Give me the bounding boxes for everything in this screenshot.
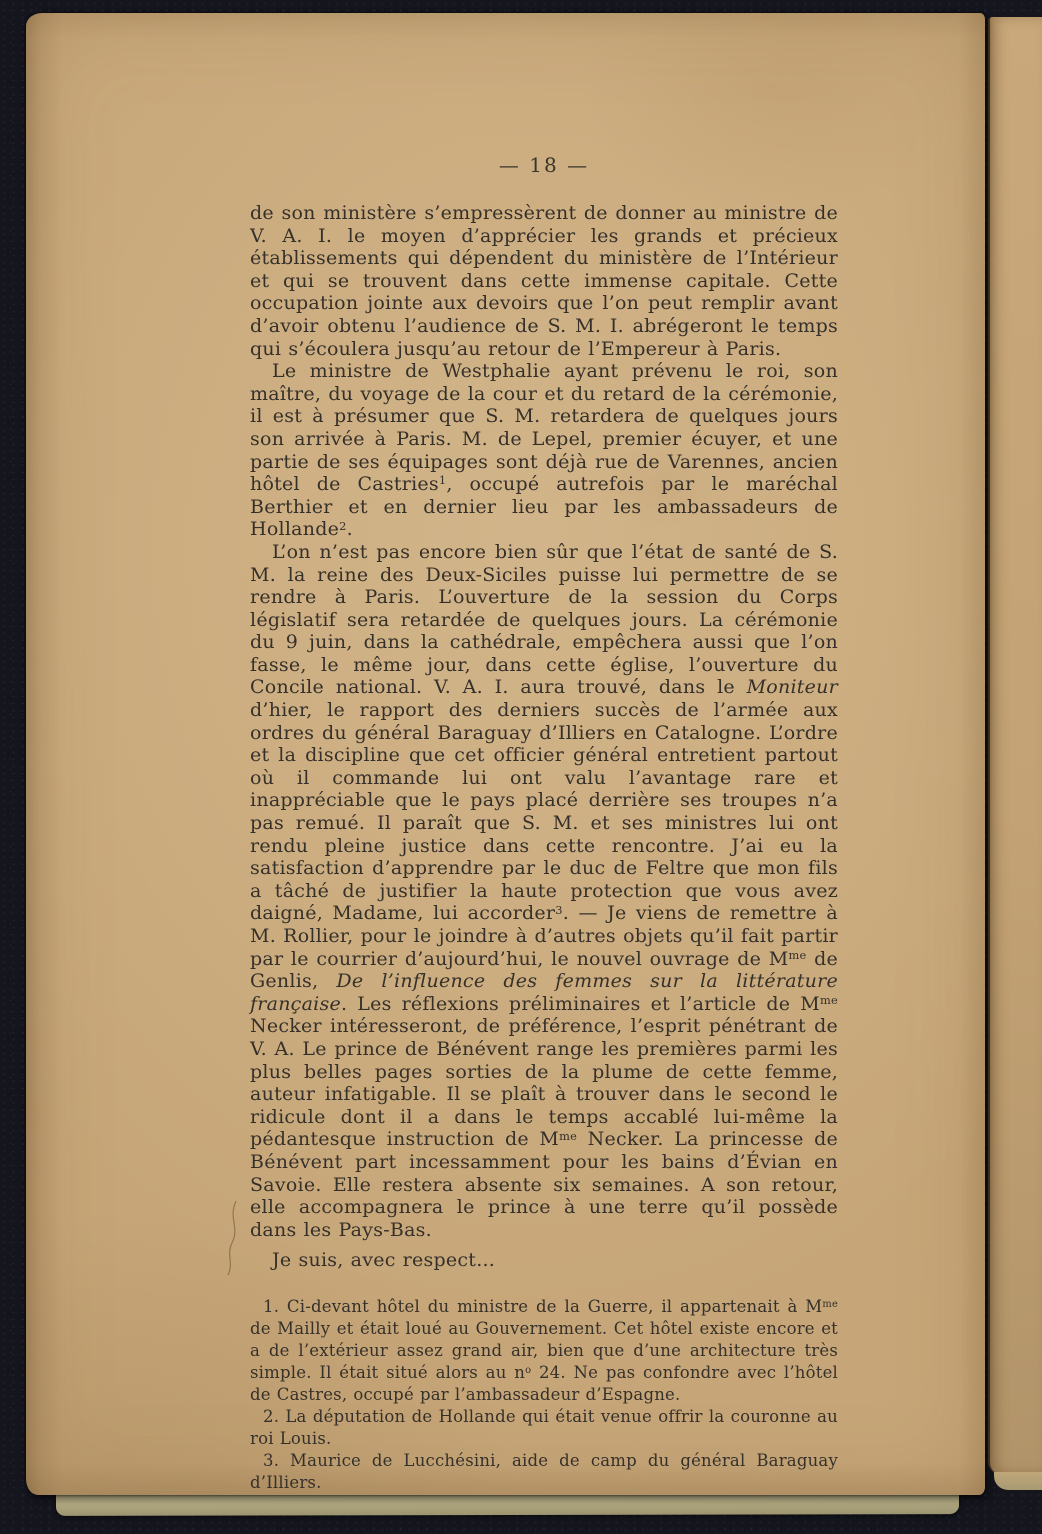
page-text-column [250, 153, 838, 1494]
body-paragraph: L’on n’est pas encore bien sûr que l’état de santé de S. M. la reine des Deux-Siciles puisse lui permettre de se rendre à Paris. L’ouverture de la session du Corps législatif sera retardée de quelques jours. La cérémonie du 9 juin, dans la cathédrale, empêchera aussi que l’on fasse, le même jour, dans cette église, l’ouverture du Concile national. V. A. I. aura trouvé, dans le Moniteur d’hier, le rapport des derniers succès de l’armée aux ordres du général Baraguay d’Illiers en Catalogne. L’ordre et la discipline que cet officier général entretient partout où il commande lui ont valu l’avantage rare et inappréciable que le pays placé derrière ses troupes n’a pas remué. Il paraît que S. M. et ses ministres lui ont rendu pleine justice dans cette rencontre. J’ai eu la satisfaction d’apprendre par le duc de Feltre que mon fils a tâché de justifier la haute protection que vous avez daigné, Madame, lui accorder$^3$. — Je viens de remettre à M. Rollier, pour le joindre à d’autres objets qu’il fait partir par le courrier d’aujourd’hui, le nouvel ouvrage de $M^{me}$ de Genlis, De l’influence des femmes sur la littérature française. Les réflexions préliminaires et l’article de $M^{me}$ Necker intéresseront, de préférence, l’esprit pénétrant de V. A. Le prince de Bénévent range les premières parmi les plus belles pages sorties de la plume de cette femme, auteur infatigable. Il se plaît à trouver dans le second le ridicule dont il a dans le temps accablé lui-même la pédantesque instruction de $M^{me}$ Necker. La princesse de Bénévent part incessamment pour les bains d’Évian en Savoie. Elle restera absente six semaines. A son retour, elle accompagnera le prince à une terre qu’il possède dans les Pays-Bas. [250, 540, 839, 1241]
body-paragraphs [250, 202, 838, 1272]
page-number: — 18 — [498, 153, 590, 177]
adjacent-page-edge [988, 17, 1042, 1474]
footnotes [250, 1296, 838, 1494]
body-paragraph: de son ministère s’empressèrent de donner au ministre de V. A. I. le moyen d’apprécier les grands et précieux établissements qui dépendent du ministère de l’Intérieur et qui se trouvent dans cette immense capitale. Cette occupation jointe aux devoirs que l’on peut remplir avant d’avoir obtenu l’audience de S. M. I. abrégeront le temps qui s’écoulera jusqu’au retour de l’Empereur à Paris. [250, 202, 838, 360]
ink-squiggle-mark [214, 1193, 254, 1283]
book-page [26, 13, 985, 1495]
body-paragraph: Le ministre de Westphalie ayant prévenu le roi, son maître, du voyage de la cour et du retard de la cérémonie, il est à présumer que S. M. retardera de quelques jours son arrivée à Paris. M. de Lepel, premier écuyer, et une partie de ses équipages sont déjà rue de Varennes, ancien hôtel de Castries$^1$, occupé autrefois par le maréchal Berthier et en dernier lieu par les ambassadeurs de Hollande$^2$. [250, 360, 838, 541]
footnote: 1. Ci-devant hôtel du ministre de la Guerre, il appartenait à $M^{me}$ de Mailly et était loué au Gouvernement. Cet hôtel existe encore et a de l’extérieur assez grand air, bien que d’une architecture très simple. Il était situé alors au $n^o$ 24. Ne pas confondre avec l’hôtel de Castres, occupé par l’ambassadeur d’Espagne. [250, 1296, 839, 1404]
body-paragraph: Je suis, avec respect... [272, 1249, 496, 1272]
footnote: 3. Maurice de Lucchésini, aide de camp du général Baraguay d’Illiers. [250, 1450, 838, 1492]
footnote: 2. La députation de Hollande qui était venue offrir la couronne au roi Louis. [250, 1406, 838, 1448]
